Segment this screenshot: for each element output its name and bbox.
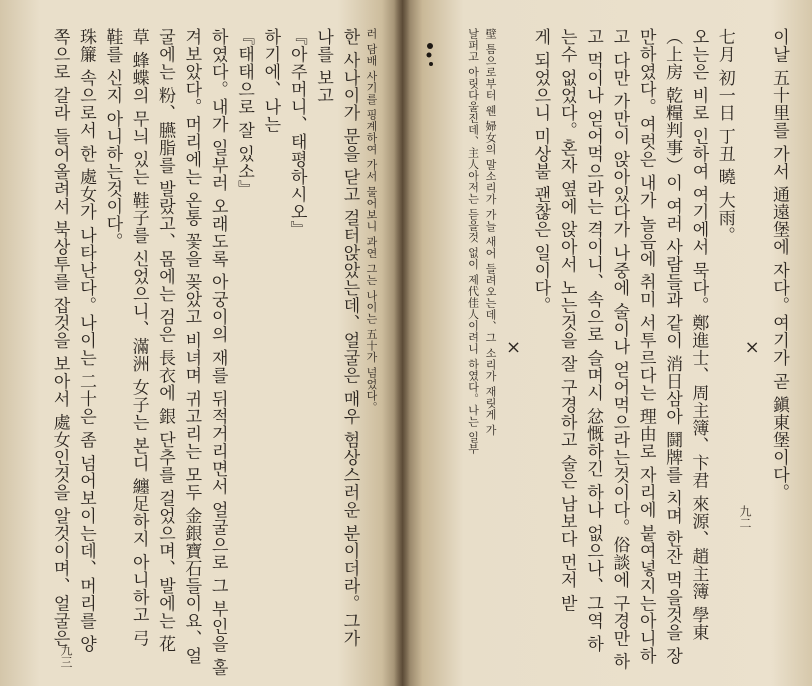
text-line: 겨보았다。머리에는 온통 꽃을 꽂았고 비녀며 귀고리는 모두 金銀寶石들이요、얼 — [181, 28, 202, 665]
text-line: 날퍼고 아릿다울진데、主人아저는 듣을것 없이 제代佳人이려니 하였다。나는 일부 — [466, 28, 480, 455]
text-line: 하기에、나는 — [260, 28, 281, 133]
text-line: 오는은 비로 인하여 여기에서 묵다。鄭進士、周主簿、卞君 來源、趙主簿 學東 — [688, 28, 709, 641]
text-line: 이날 五十里를 가서 通遠堡에 자다。여기가 곧 鎭東堡이다。 — [769, 28, 789, 501]
text-line: 한 사나이가 문을 닫고 걸터앉았는데、얼굴은 매우 험상스러운 분이더라。그가 — [339, 28, 360, 647]
text-line: 草 蜂蝶의 무늬 있는 鞋子를 신었으니、滿洲 女子는 본디 纏足하지 아니하고 弓 — [128, 28, 149, 648]
left-page-text — [20, 28, 380, 677]
text-line: 壁 틈으로부터 웬 婦女의 말소리가 가늘 새어 들려오는데、그 소리가 재릿게 가 — [484, 28, 498, 436]
text-line: 『아주머니、태평하시오』 — [286, 28, 307, 238]
text-line: 굴에는 粉、臙脂를 발랐고、몸에는 검은 長衣에 銀 단추를 걸었으며、발에는 花 — [155, 28, 175, 653]
right-page-number: 九二 — [738, 505, 752, 529]
text-line: 만하였다。여럿은 내가 놀음에 취미 서투르다는 理由로 자리에 붙여넣지는아니하 — [635, 28, 656, 665]
text-line: （上房 乾糧判事）이 여러 사람들과 같이 消日삼아 鬪牌를 치며 한잔 먹을것을 장 — [662, 28, 683, 665]
left-page-number: 九三 — [59, 644, 73, 668]
section-divider: × — [503, 337, 525, 359]
right-page — [402, 0, 812, 686]
text-line: 게 되었으니 미상불 괜찮은 일이다。 — [530, 28, 551, 315]
text-line: 나를 보고 — [313, 28, 334, 104]
text-line: 珠簾 속으로서 한 處女가 나타난다。나이는 二十은 좀 넘어보이는데、머리를 양 — [75, 28, 96, 653]
text-line: 고 다만 가만이 앉아있다가 나중에 술이나 얻어먹으라는것이다。俗談에 구경만 하 — [609, 28, 630, 671]
text-line: 고 먹이나 얻어먹으라는 격이니、속으로 슬며시 忿慨하긴 하나 없으나、그역 하 — [583, 28, 604, 653]
text-line: 『태태으로 잘 있소』 — [234, 28, 255, 198]
text-line: 하였다。내가 일부러 오래도록 아궁이의 재를 뒤적거리면서 얼굴으로 그 부인을 홀 — [207, 28, 228, 677]
section-divider: × — [741, 337, 763, 359]
book-gutter — [394, 0, 410, 686]
text-line: 러 담배 사기를 핑계하여 가서 물어보니 과연 그는 나이는 五十가 넘었다。 — [365, 28, 378, 413]
right-page-text — [420, 28, 792, 671]
text-line: 鞋를 신지 아니하는것이다。 — [102, 28, 123, 250]
diary-date-heading: 七月 初一日 丁丑 曉 大雨。 — [714, 28, 735, 245]
text-line: 는수 없었다。혼자 옆에 앉아서 노는것을 잘 구경하고 술은 남보다 먼저 받 — [556, 28, 577, 613]
text-line: 쪽으로 갈라 들어올려서 북상투를 잡것을 보아서 處女인것을 알것이며、얼굴은 — [49, 28, 70, 647]
left-page — [0, 0, 402, 686]
